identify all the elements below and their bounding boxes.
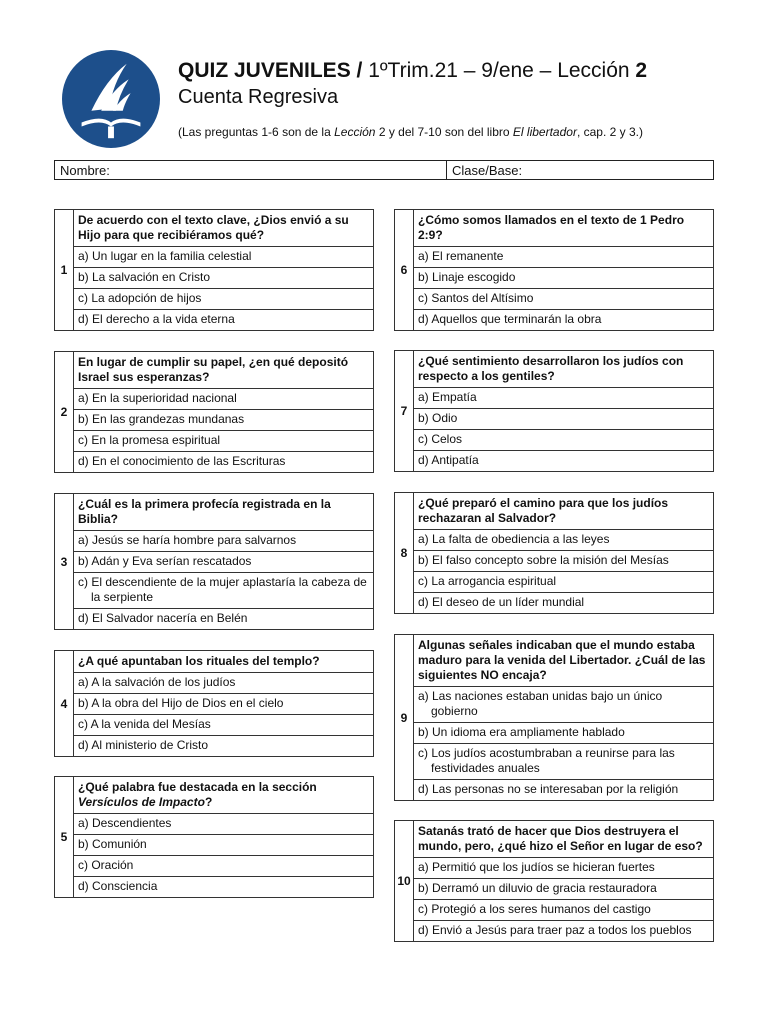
question-3 (54, 493, 374, 630)
question-7 (394, 350, 714, 472)
question-10 (394, 820, 714, 942)
question-text: De acuerdo con el texto clave, ¿Dios envió a su Hijo para que recibiéramos qué? (74, 210, 374, 247)
question-2 (54, 351, 374, 473)
option-b[interactable]: b) Derramó un diluvio de gracia restauradora (414, 879, 714, 900)
option-a[interactable]: a) Un lugar en la familia celestial (74, 247, 374, 268)
question-number: 8 (395, 493, 414, 614)
option-a-label: a) Las naciones estaban unidas bajo un único gobierno (418, 689, 663, 718)
option-c-label: c) El descendiente de la mujer aplastaría la cabeza de la serpiente (78, 575, 367, 604)
option-b[interactable]: b) A la obra del Hijo de Dios en el cielo (74, 694, 374, 715)
option-c[interactable]: c) Oración (74, 856, 374, 877)
option-d[interactable]: d) Las personas no se interesaban por la religión (414, 780, 714, 801)
question-4 (54, 650, 374, 757)
question-text: ¿Qué preparó el camino para que los judíos rechazaran al Salvador? (414, 493, 714, 530)
question-8 (394, 492, 714, 614)
option-b[interactable]: b) Comunión (74, 835, 374, 856)
option-a[interactable]: a) A la salvación de los judíos (74, 673, 374, 694)
option-b[interactable]: b) La salvación en Cristo (74, 268, 374, 289)
question-1 (54, 209, 374, 331)
question-number: 5 (55, 777, 74, 898)
option-d[interactable]: d) Al ministerio de Cristo (74, 736, 374, 757)
option-c[interactable] (414, 744, 714, 780)
option-c[interactable]: c) A la venida del Mesías (74, 715, 374, 736)
option-a[interactable]: a) En la superioridad nacional (74, 389, 374, 410)
question-text: ¿Cómo somos llamados en el texto de 1 Pedro 2:9? (414, 210, 714, 247)
question-number: 7 (395, 351, 414, 472)
option-a[interactable]: a) Descendientes (74, 814, 374, 835)
option-a[interactable]: a) Jesús se haría hombre para salvarnos (74, 531, 374, 552)
question-6 (394, 209, 714, 331)
question-text: ¿Cuál es la primera profecía registrada en la Biblia? (74, 494, 374, 531)
option-c[interactable]: c) Protegió a los seres humanos del castigo (414, 900, 714, 921)
option-d[interactable]: d) Aquellos que terminarán la obra (414, 310, 714, 331)
question-number: 3 (55, 494, 74, 630)
name-field[interactable]: Nombre: (55, 161, 447, 179)
option-a[interactable]: a) El remanente (414, 247, 714, 268)
option-b[interactable]: b) Linaje escogido (414, 268, 714, 289)
question-9 (394, 634, 714, 801)
option-c[interactable] (74, 573, 374, 609)
instructions-note: (Las preguntas 1-6 son de la Lección 2 y del 7-10 son del libro El libertador, cap. 2 y 3.) (178, 125, 643, 139)
option-c[interactable]: c) La arrogancia espiritual (414, 572, 714, 593)
option-d[interactable]: d) Consciencia (74, 877, 374, 898)
option-d[interactable]: d) El derecho a la vida eterna (74, 310, 374, 331)
option-a[interactable]: a) La falta de obediencia a las leyes (414, 530, 714, 551)
option-a[interactable]: a) Permitió que los judíos se hicieran fuertes (414, 858, 714, 879)
option-c[interactable]: c) Celos (414, 430, 714, 451)
question-text: ¿Qué palabra fue destacada en la sección Versículos de Impacto? (74, 777, 374, 814)
page-title: QUIZ JUVENILES / 1ºTrim.21 – 9/ene – Lección 2 (178, 59, 648, 82)
option-c[interactable]: c) Santos del Altísimo (414, 289, 714, 310)
question-number: 9 (395, 635, 414, 801)
question-number: 1 (55, 210, 74, 331)
option-b[interactable]: b) Un idioma era ampliamente hablado (414, 723, 714, 744)
option-b[interactable]: b) El falso concepto sobre la misión del Mesías (414, 551, 714, 572)
option-c[interactable]: c) La adopción de hijos (74, 289, 374, 310)
question-text: Algunas señales indicaban que el mundo estaba maduro para la venida del Libertador. ¿Cuál de las siguientes NO encaja? (414, 635, 714, 687)
option-c-label: c) Los judíos acostumbraban a reunirse para las festividades anuales (418, 746, 675, 775)
option-d[interactable]: d) El Salvador nacería en Belén (74, 609, 374, 630)
question-text: ¿Qué sentimiento desarrollaron los judíos con respecto a los gentiles? (414, 351, 714, 388)
option-a[interactable]: a) Empatía (414, 388, 714, 409)
option-a[interactable] (414, 687, 714, 723)
option-b[interactable]: b) Adán y Eva serían rescatados (74, 552, 374, 573)
class-field[interactable]: Clase/Base: (452, 163, 523, 178)
student-info-bar (54, 160, 714, 180)
option-c[interactable]: c) En la promesa espiritual (74, 431, 374, 452)
option-d[interactable]: d) Antipatía (414, 451, 714, 472)
question-5 (54, 776, 374, 898)
question-text: ¿A qué apuntaban los rituales del templo? (74, 651, 374, 673)
question-text: En lugar de cumplir su papel, ¿en qué depositó Israel sus esperanzas? (74, 352, 374, 389)
option-d[interactable]: d) En el conocimiento de las Escrituras (74, 452, 374, 473)
question-number: 10 (395, 821, 414, 942)
option-b[interactable]: b) Odio (414, 409, 714, 430)
question-text: Satanás trató de hacer que Dios destruyera el mundo, pero, ¿qué hizo el Señor en lugar de eso? (414, 821, 714, 858)
option-d[interactable]: d) Envió a Jesús para traer paz a todos los pueblos (414, 921, 714, 942)
question-number: 6 (395, 210, 414, 331)
option-b[interactable]: b) En las grandezas mundanas (74, 410, 374, 431)
church-logo-icon (62, 50, 160, 148)
question-number: 4 (55, 651, 74, 757)
question-number: 2 (55, 352, 74, 473)
option-d[interactable]: d) El deseo de un líder mundial (414, 593, 714, 614)
page-subtitle: Cuenta Regresiva (178, 86, 339, 108)
